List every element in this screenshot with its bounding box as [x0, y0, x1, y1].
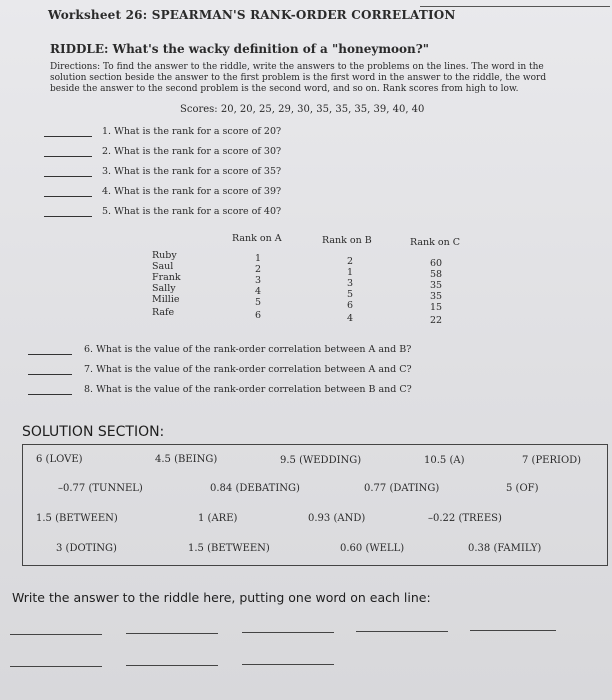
scores-list: Scores: 20, 20, 25, 29, 30, 35, 35, 35, 39, 40, 40 — [180, 104, 425, 115]
question-row — [44, 146, 281, 157]
solution-item: 4.5 (BEING) — [155, 454, 218, 465]
riddle-answer-line[interactable] — [10, 634, 102, 635]
rank-b-value: 1 — [346, 267, 354, 278]
final-prompt: Write the answer to the riddle here, putting one word on each line: — [12, 590, 431, 605]
riddle-question: RIDDLE: What's the wacky definition of a "honeymoon?" — [50, 42, 430, 56]
rank-a-value: 4 — [254, 286, 262, 297]
rank-a-value: 5 — [254, 297, 262, 308]
solution-item: 9.5 (WEDDING) — [280, 455, 362, 466]
rank-b-value: 3 — [346, 278, 354, 289]
rank-c-value: 15 — [429, 302, 443, 313]
question-row — [44, 206, 281, 217]
question-row — [44, 126, 281, 137]
solution-item: 5 (OF) — [506, 483, 539, 494]
header-rank-c: Rank on C — [410, 237, 461, 248]
solution-item: 1.5 (BETWEEN) — [36, 513, 118, 524]
riddle-answer-line[interactable] — [126, 633, 218, 634]
student-name: Ruby — [152, 250, 177, 261]
solution-item: 0.93 (AND) — [308, 513, 366, 524]
question-text: 4. What is the rank for a score of 39? — [102, 186, 282, 197]
answer-blank[interactable] — [44, 186, 92, 197]
solution-item: 7 (PERIOD) — [522, 455, 582, 466]
riddle-answer-line[interactable] — [10, 666, 102, 667]
rank-c-value: 60 — [429, 258, 443, 269]
student-name: Sally — [152, 283, 176, 294]
rank-a-value: 1 — [254, 253, 262, 264]
solution-item: 0.60 (WELL) — [340, 543, 405, 554]
question-row — [28, 344, 411, 355]
question-text: 8. What is the value of the rank-order correlation between B and C? — [84, 384, 412, 395]
solution-section-title: SOLUTION SECTION: — [22, 424, 165, 440]
rank-a-value: 2 — [254, 264, 262, 275]
rank-b-value: 2 — [346, 256, 354, 267]
solution-item: 1.5 (BETWEEN) — [188, 543, 270, 554]
top-rule — [420, 6, 610, 7]
header-rank-b: Rank on B — [322, 235, 372, 246]
answer-blank[interactable] — [44, 206, 92, 217]
rank-c-value: 58 — [429, 269, 443, 280]
rank-b-value: 5 — [346, 289, 354, 300]
riddle-answer-line[interactable] — [356, 631, 448, 632]
rank-a-value: 6 — [254, 310, 262, 321]
solution-item: 0.77 (DATING) — [364, 483, 440, 494]
header-rank-a: Rank on A — [232, 233, 282, 244]
question-row — [44, 186, 281, 197]
worksheet-title: Worksheet 26: SPEARMAN'S RANK-ORDER CORRELATION — [48, 8, 456, 22]
riddle-answer-line[interactable] — [242, 632, 334, 633]
solution-item: 10.5 (A) — [424, 455, 465, 466]
solution-item: 1 (ARE) — [198, 513, 238, 524]
answer-blank[interactable] — [44, 146, 92, 157]
riddle-answer-line[interactable] — [470, 630, 556, 631]
answer-blank[interactable] — [28, 364, 72, 375]
riddle-answer-line[interactable] — [126, 665, 218, 666]
solution-item: 0.38 (FAMILY) — [468, 543, 542, 554]
directions-text: Directions: To find the answer to the riddle, write the answers to the problems on the lines. The word in the solution section beside the answer to the first problem is the first word in the answer to the riddle, the word beside the answer to the second problem is the second word, and so on. Rank scores from high to low. — [50, 62, 547, 94]
question-row — [28, 364, 412, 375]
solution-item: –0.22 (TREES) — [428, 513, 502, 524]
answer-blank[interactable] — [28, 344, 72, 355]
answer-blank[interactable] — [28, 384, 72, 395]
solution-item: 6 (LOVE) — [36, 454, 83, 465]
solution-item: –0.77 (TUNNEL) — [58, 483, 143, 494]
question-text: 7. What is the value of the rank-order correlation between A and C? — [84, 364, 412, 375]
rank-b-value: 4 — [346, 313, 354, 324]
question-text: 3. What is the rank for a score of 35? — [102, 166, 282, 177]
question-text: 5. What is the rank for a score of 40? — [102, 206, 282, 217]
question-text: 6. What is the value of the rank-order correlation between A and B? — [84, 344, 412, 355]
rank-c-value: 35 — [429, 280, 443, 291]
student-name: Millie — [152, 294, 180, 305]
student-name: Rafe — [152, 307, 175, 318]
question-row — [28, 384, 412, 395]
question-text: 2. What is the rank for a score of 30? — [102, 146, 282, 157]
rank-c-value: 22 — [429, 315, 443, 326]
solution-item: 3 (DOTING) — [56, 543, 117, 554]
answer-blank[interactable] — [44, 126, 92, 137]
answer-blank[interactable] — [44, 166, 92, 177]
rank-a-value: 3 — [254, 275, 262, 286]
rank-b-value: 6 — [346, 300, 354, 311]
student-name: Saul — [152, 261, 174, 272]
student-name: Frank — [152, 272, 181, 283]
riddle-answer-line[interactable] — [242, 664, 334, 665]
solution-item: 0.84 (DEBATING) — [210, 483, 300, 494]
rank-c-value: 35 — [429, 291, 443, 302]
question-text: 1. What is the rank for a score of 20? — [102, 126, 282, 137]
question-row — [44, 166, 281, 177]
